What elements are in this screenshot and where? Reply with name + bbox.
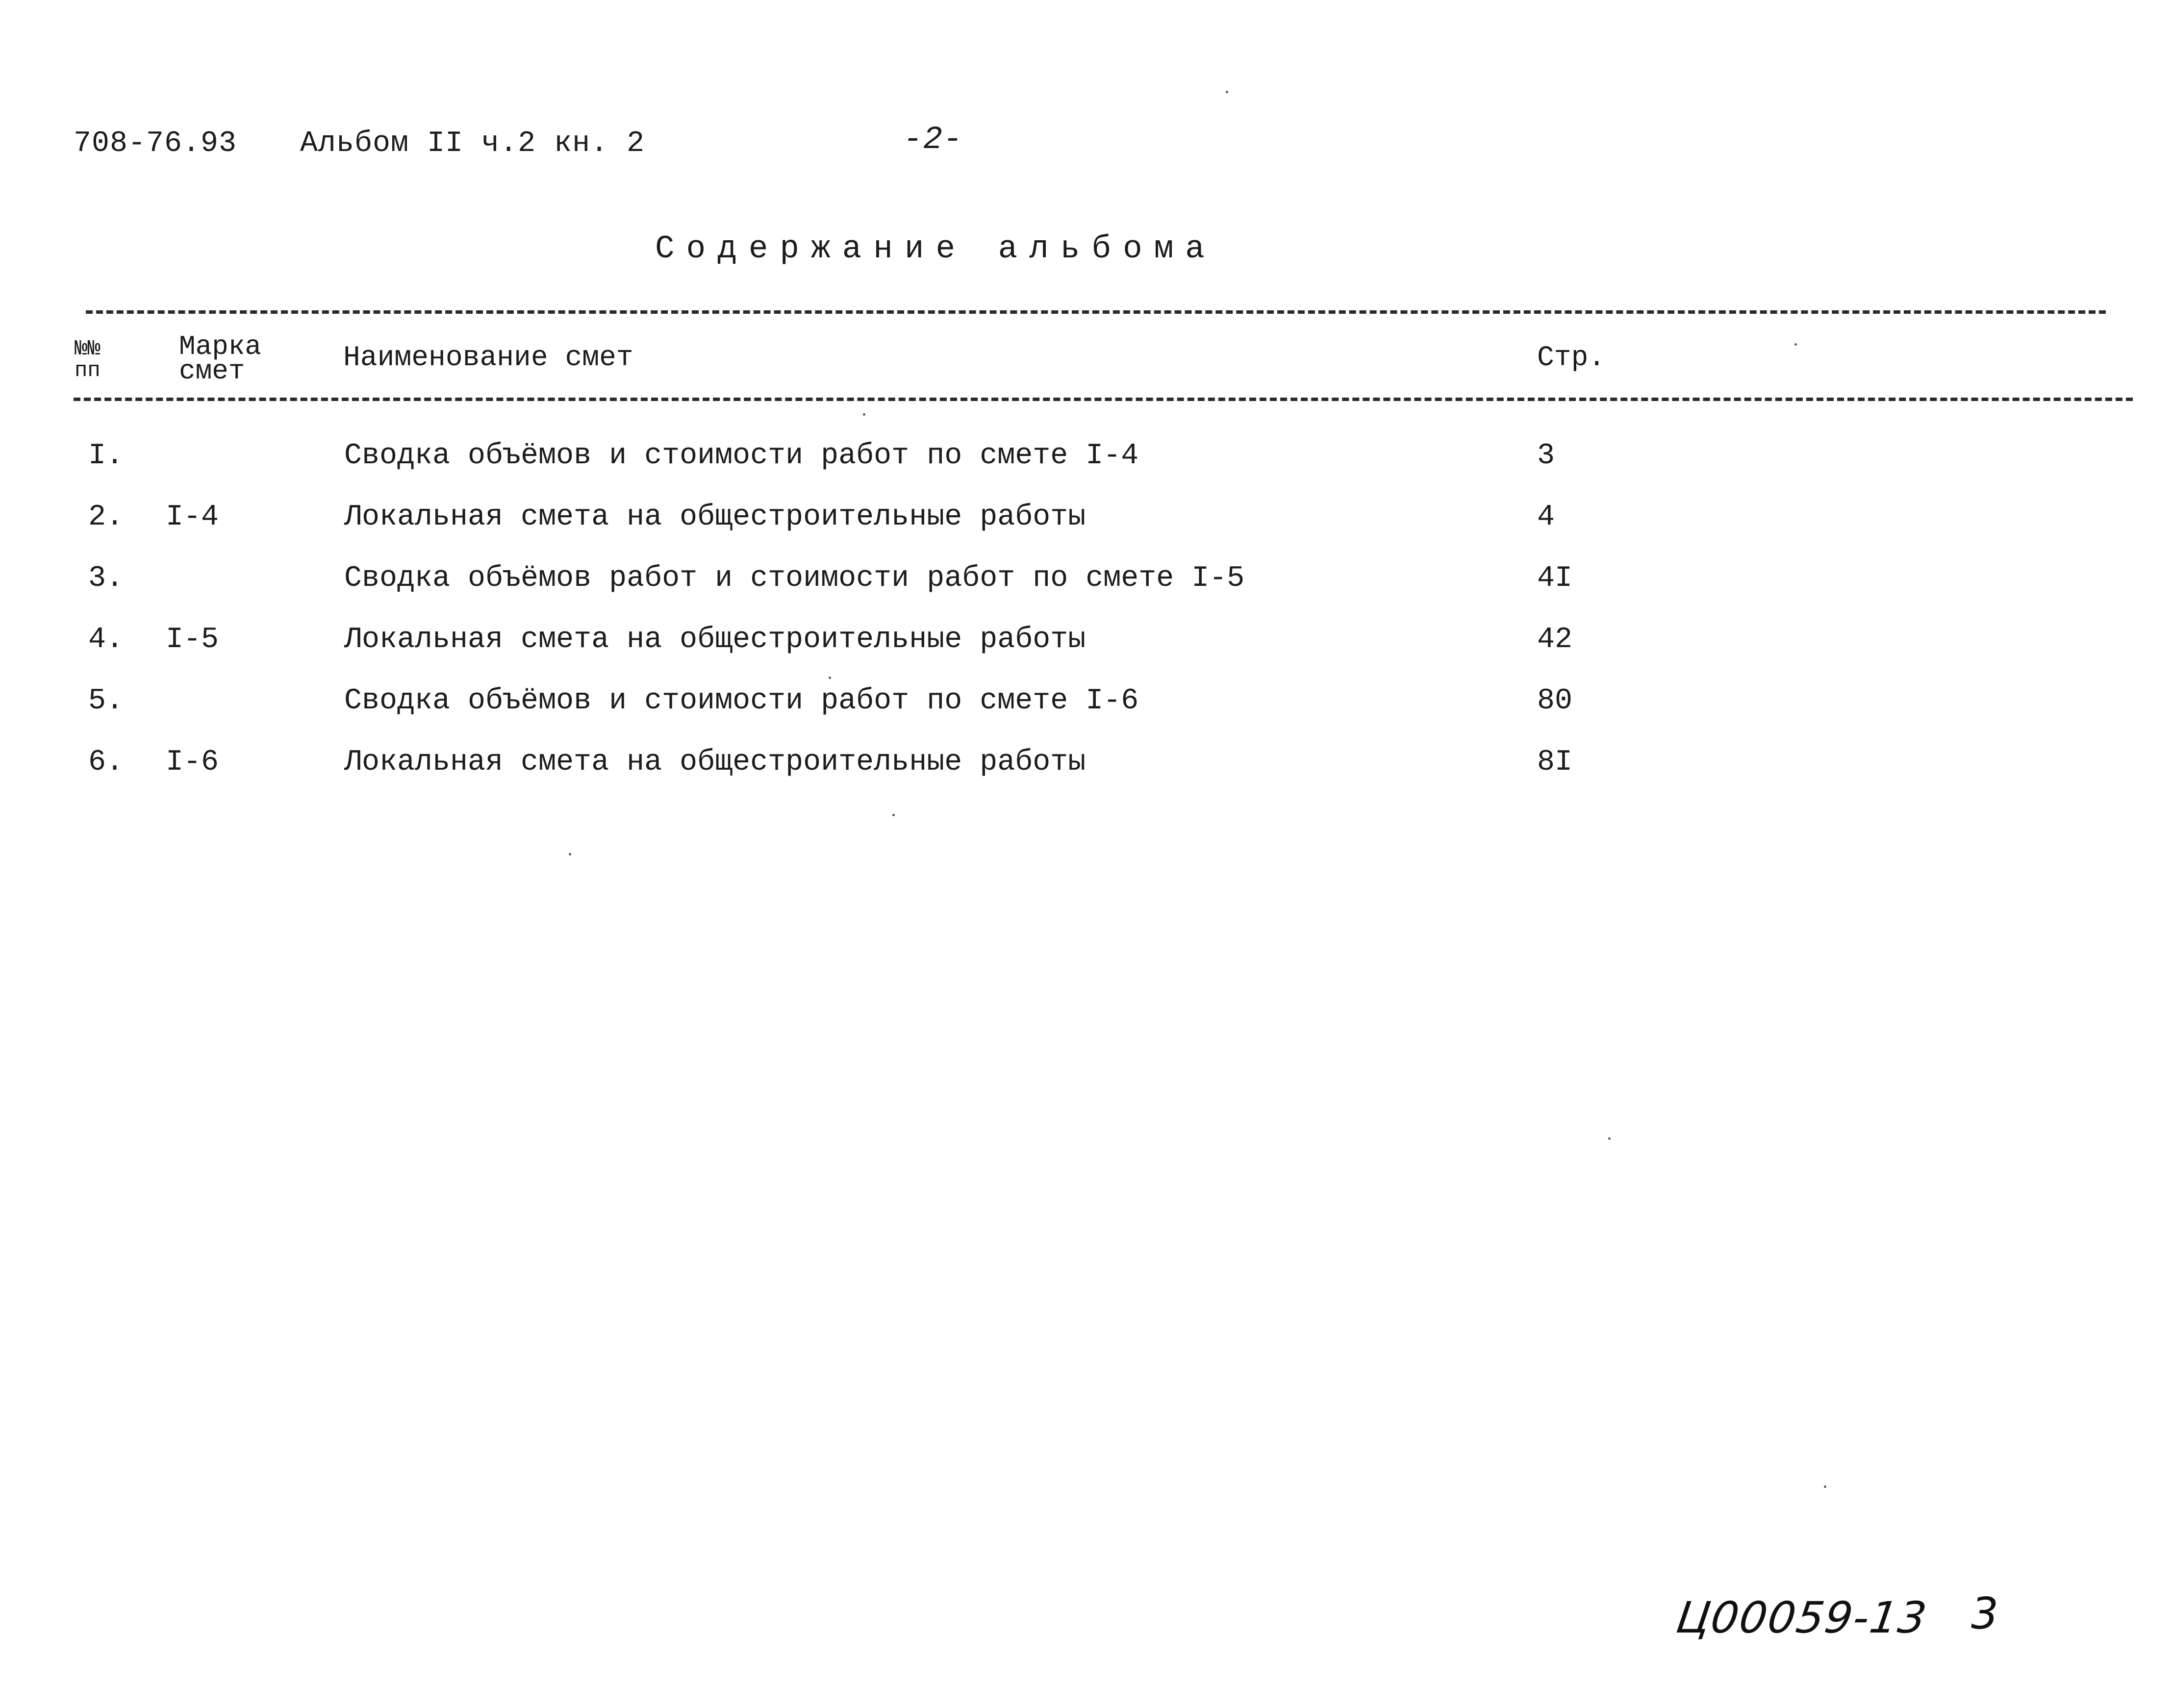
- scan-speck: [1824, 1485, 1826, 1488]
- column-header-mark-line2: смет: [179, 355, 245, 387]
- row-page: 8I: [1537, 746, 1573, 779]
- scan-speck: [1794, 343, 1797, 346]
- scan-speck: [829, 677, 831, 679]
- table-top-rule: [86, 310, 2106, 314]
- column-header-mark: [179, 331, 262, 387]
- column-header-number-line1: №№: [75, 337, 101, 361]
- column-header-name: Наименование смет: [343, 342, 633, 374]
- row-mark: I-6: [166, 746, 219, 779]
- row-name: Сводка объёмов и стоимости работ по смете I-4: [344, 439, 1139, 473]
- row-number: 2.: [88, 501, 124, 534]
- scan-speck: [1226, 91, 1228, 93]
- row-page: 80: [1537, 684, 1573, 718]
- archive-number: Ц00059-13: [1673, 1592, 1931, 1643]
- page-number: -2-: [903, 121, 963, 158]
- column-header-page: Стр.: [1537, 342, 1606, 374]
- document-code: 708-76.93: [74, 127, 237, 160]
- sheet-number: 3: [1971, 1588, 1998, 1639]
- column-header-mark-line1: Марка: [179, 331, 262, 362]
- row-name: Локальная смета на общестроительные работы: [344, 623, 1086, 656]
- row-mark: I-4: [166, 501, 219, 534]
- row-name: Локальная смета на общестроительные работы: [344, 501, 1086, 534]
- row-number: 3.: [88, 562, 124, 595]
- scan-speck: [892, 814, 895, 816]
- table-header-rule: [74, 398, 2133, 401]
- row-name: Локальная смета на общестроительные работы: [344, 746, 1086, 779]
- row-page: 42: [1537, 623, 1573, 656]
- column-header-number-line2: пп: [75, 358, 101, 383]
- row-number: I.: [88, 439, 124, 473]
- row-name: Сводка объёмов и стоимости работ по смете I-6: [344, 684, 1139, 718]
- row-mark: I-5: [166, 623, 219, 656]
- album-reference: Альбом II ч.2 кн. 2: [300, 127, 645, 160]
- row-number: 6.: [88, 746, 124, 779]
- scan-speck: [863, 413, 865, 416]
- page-title: Содержание альбома: [655, 230, 1216, 267]
- row-page: 4I: [1537, 562, 1573, 595]
- row-name: Сводка объёмов работ и стоимости работ по смете I-5: [344, 562, 1245, 595]
- row-number: 4.: [88, 623, 124, 656]
- row-number: 5.: [88, 684, 124, 718]
- scan-speck: [569, 853, 571, 855]
- row-page: 3: [1537, 439, 1555, 473]
- row-page: 4: [1537, 501, 1555, 534]
- scan-speck: [1608, 1137, 1611, 1140]
- column-header-number: [75, 338, 101, 381]
